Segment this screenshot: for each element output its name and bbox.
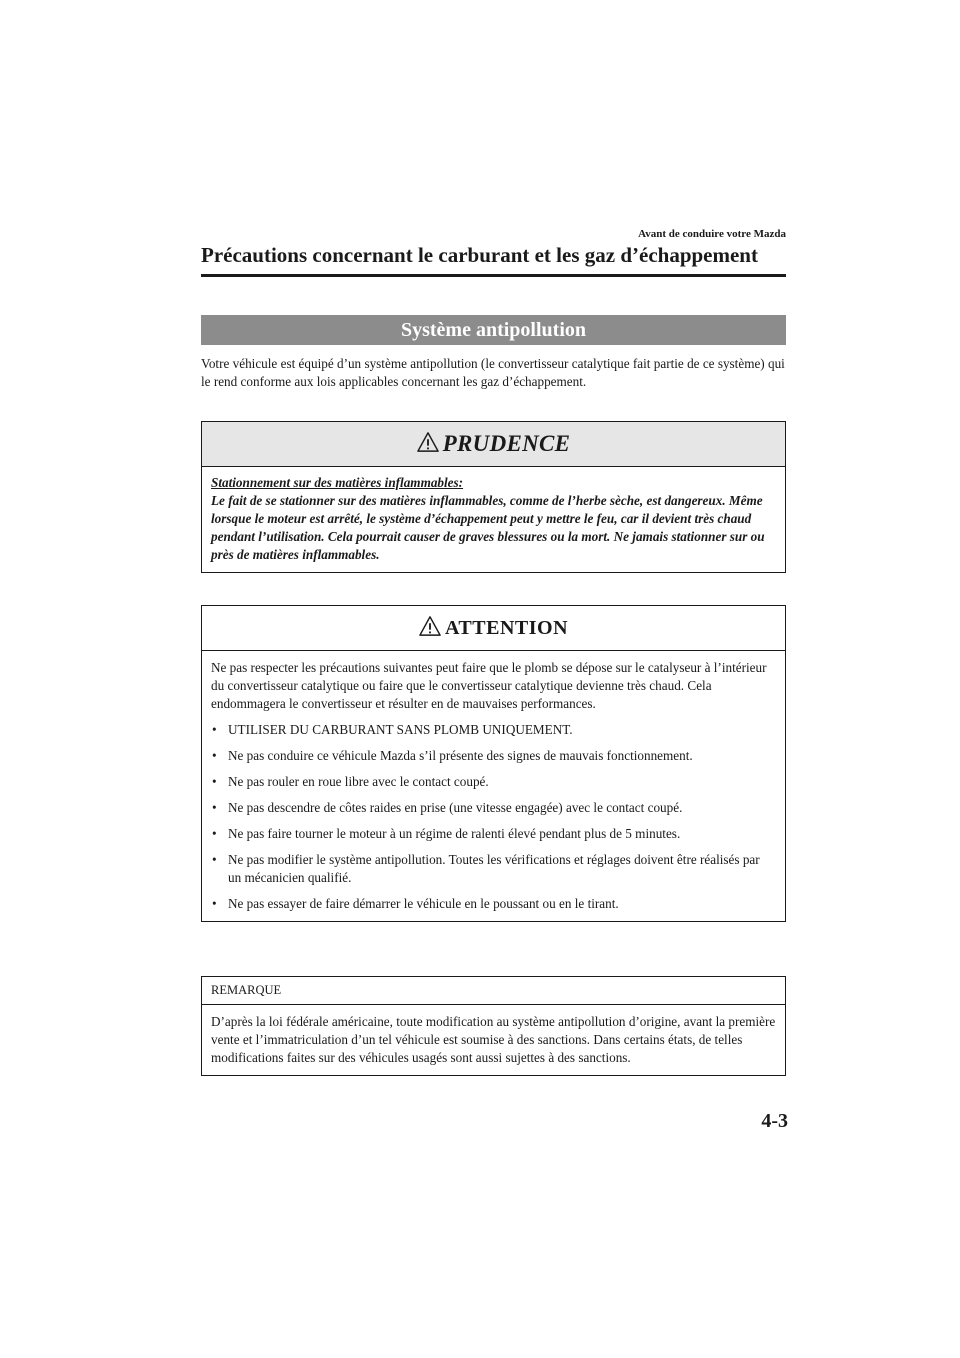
- section-banner: [201, 315, 786, 345]
- chapter-header: Avant de conduire votre Mazda: [638, 228, 786, 240]
- bullet: •: [212, 774, 217, 789]
- attention-text: Ne pas respecter les précautions suivantes peut faire que le plomb se dépose sur le catalyseur à l’intérieur du convertisseur catalytique ou faire que le convertisseur catalytique devienne très chaud. Cela endommagera le convertisseur et résulter en de mauvaises performances.: [211, 660, 767, 711]
- note-box: [201, 976, 786, 1076]
- list-item: [211, 773, 776, 791]
- attention-header: [202, 606, 785, 651]
- warning-title: PRUDENCE: [442, 431, 571, 456]
- warning-triangle-icon: [419, 615, 441, 637]
- list-item-text: Ne pas modifier le système antipollution. Toutes les vérifications et réglages doivent être réalisés par un mécanicien qualifié.: [228, 852, 760, 885]
- note-title: REMARQUE: [211, 983, 282, 997]
- page-title: Précautions concernant le carburant et les gaz d’échappement: [201, 243, 758, 267]
- list-item: [211, 721, 776, 739]
- warning-subtitle: Stationnement sur des matières inflammables:: [211, 475, 464, 490]
- attention-box: [201, 605, 786, 922]
- bullet: •: [212, 852, 217, 867]
- warning-text: Le fait de se stationner sur des matières inflammables, comme de l’herbe sèche, est dangereux. Même lorsque le moteur est arrêté, le système d’échappement peut y mettre le feu, car il devient très chaud pendant l’utilisation. Cela pourrait causer de graves blessures ou la mort. Ne jamais stationner sur ou près de matières inflammables.: [211, 493, 765, 562]
- list-item: [211, 895, 776, 913]
- section-title: Système antipollution: [400, 318, 587, 341]
- warning-body: [202, 467, 785, 572]
- bullet: •: [212, 826, 217, 841]
- intro-paragraph: Votre véhicule est équipé d’un système antipollution (le convertisseur catalytique fait partie de ce système) qui le rend conforme aux lois applicables concernant les gaz d’échappement.: [201, 356, 785, 389]
- list-item-text: Ne pas rouler en roue libre avec le contact coupé.: [228, 774, 489, 789]
- note-header: [202, 977, 785, 1005]
- list-item-text: Ne pas descendre de côtes raides en prise (une vitesse engagée) avec le contact coupé.: [228, 800, 683, 815]
- attention-title: ATTENTION: [444, 616, 569, 639]
- header-rule: [201, 274, 786, 277]
- list-item-text: Ne pas conduire ce véhicule Mazda s’il présente des signes de mauvais fonctionnement.: [228, 748, 693, 763]
- warning-triangle-icon: [417, 431, 439, 453]
- bullet: •: [212, 896, 217, 911]
- list-item: [211, 851, 776, 887]
- list-item-text: Ne pas faire tourner le moteur à un régime de ralenti élevé pendant plus de 5 minutes.: [228, 826, 681, 841]
- attention-list: [211, 721, 776, 913]
- note-text: D’après la loi fédérale américaine, toute modification au système antipollution d’origine, avant la première vente et l’immatriculation d’un tel véhicule est soumise à des sanctions. Dans certains états, de telles modifications faites sur des véhicules usagés sont aussi sujettes à des sanctions.: [211, 1014, 776, 1065]
- bullet: •: [212, 722, 217, 737]
- attention-body: [202, 651, 785, 921]
- page-number: 4-3: [761, 1110, 788, 1132]
- bullet: •: [212, 800, 217, 815]
- warning-box: [201, 421, 786, 573]
- warning-header: [202, 422, 785, 467]
- bullet: •: [212, 748, 217, 763]
- list-item: [211, 747, 776, 765]
- list-item: [211, 799, 776, 817]
- list-item-text: Ne pas essayer de faire démarrer le véhicule en le poussant ou en le tirant.: [228, 896, 619, 911]
- list-item: [211, 825, 776, 843]
- list-item-text: UTILISER DU CARBURANT SANS PLOMB UNIQUEMENT.: [228, 722, 573, 737]
